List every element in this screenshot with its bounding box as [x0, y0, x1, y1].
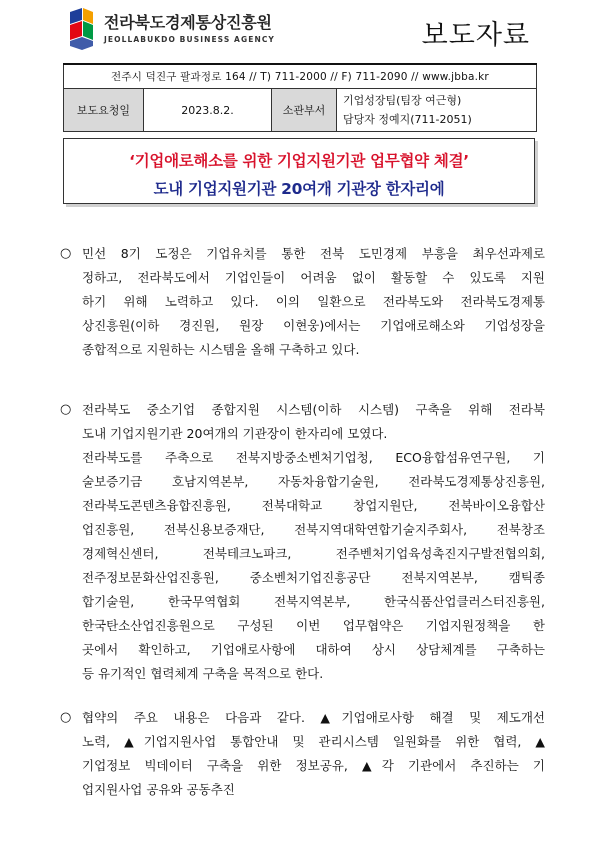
bullet-1: ○	[60, 246, 72, 261]
p2-line: 전라북도 중소기업 종합지원 시스템(이하 시스템) 구축을 위해 전라북	[82, 402, 545, 417]
dept-contact: 담당자 정예지(711-2051)	[343, 113, 472, 126]
bullet-2: ○	[60, 402, 72, 417]
org-name-kr: 전라북도경제통상진흥원	[104, 12, 272, 32]
org-logo-icon	[66, 6, 96, 52]
paragraph-3	[60, 706, 545, 802]
org-name-en: JEOLLABUKDO BUSINESS AGENCY	[104, 34, 275, 44]
paragraph-1	[60, 242, 545, 362]
p2-line: 업진흥원, 전북신용보증재단, 전북지역대학연합기술지주회사, 전북창조	[82, 522, 545, 537]
p2-line: 등 유기적인 협력체계 구축을 목적으로 한다.	[82, 666, 324, 681]
request-date-value: 2023.8.2.	[144, 89, 272, 132]
bullet-3: ○	[60, 710, 72, 725]
contact-line: 전주시 덕진구 팔과정로 164 // T) 711-2000 // F) 711-2090 // www.jbba.kr	[64, 64, 537, 89]
p1-line: 상진흥원(이하 경진원, 원장 이현웅)에서는 기업애로해소와 기업성장을	[82, 318, 545, 333]
p1-line: 민선 8기 도정은 기업유치를 통한 전북 도민경제 부흥을 최우선과제로	[82, 246, 545, 261]
p2-line: 전라북도를 주축으로 전북지방중소벤처기업청, ECO융합섬유연구원, 기	[82, 450, 545, 465]
p2-line: 전주정보문화산업진흥원, 중소벤처기업진흥공단 전북지역본부, 캠틱종	[82, 570, 545, 585]
headline-sub: 도내 기업지원기관 20여개 기관장 한자리에	[153, 180, 445, 198]
p3-line: 협약의 주요 내용은 다음과 같다. ▲기업애로사항 해결 및 제도개선	[82, 710, 545, 725]
org-logo	[66, 4, 275, 54]
p1-line: 정하고, 전라북도에서 기업인들이 어려움 없이 활동할 수 있도록 지원	[82, 270, 545, 285]
p1-line: 하기 위해 노력하고 있다. 이의 일환으로 전라북도와 전라북도경제통	[82, 294, 545, 309]
headline-main: ‘기업애로해소를 위한 기업지원기관 업무협약 체결’	[129, 152, 469, 170]
p2-line: 합기술원, 한국무역협회 전북지역본부, 한국식품산업클러스터진흥원,	[82, 594, 545, 609]
dept-label: 소관부서	[272, 89, 337, 132]
doc-type-title: 보도자료	[421, 20, 530, 51]
dept-team: 기업성장팀(팀장 여근형)	[343, 94, 462, 107]
p2-line: 술보증기금 호남지역본부, 자동차융합기술원, 전라북도경제통상진흥원,	[82, 474, 545, 489]
request-date-label: 보도요청일	[64, 89, 144, 132]
p2-line: 한국탄소산업진흥원으로 구성된 이번 업무협약은 기업지원정책을 한	[82, 618, 545, 633]
p3-line: 기업정보 빅데이터 구축을 위한 정보공유, ▲각 기관에서 추진하는 기	[82, 758, 545, 773]
p3-line: 업지원사업 공유와 공동추진	[82, 782, 235, 797]
p2-line: 도내 기업지원기관 20여개의 기관장이 한자리에 모였다.	[82, 426, 388, 441]
p1-line: 종합적으로 지원하는 시스템을 올해 구축하고 있다.	[82, 342, 360, 357]
p3-line: 노력, ▲기업지원사업 통합안내 및 관리시스템 일원화를 위한 협력, ▲	[82, 734, 545, 749]
p2-line: 곳에서 확인하고, 기업애로사항에 대하여 상시 상담체계를 구축하는	[82, 642, 545, 657]
dept-value	[337, 89, 537, 132]
p2-line: 전라북도콘텐츠융합진흥원, 전북대학교 창업지원단, 전북바이오융합산	[82, 498, 545, 513]
headline-box	[63, 138, 535, 204]
press-info-table	[63, 63, 537, 132]
p2-line: 경제혁신센터, 전북테크노파크, 전주벤처기업육성촉진지구발전협의회,	[82, 546, 545, 561]
paragraph-2	[60, 398, 545, 686]
